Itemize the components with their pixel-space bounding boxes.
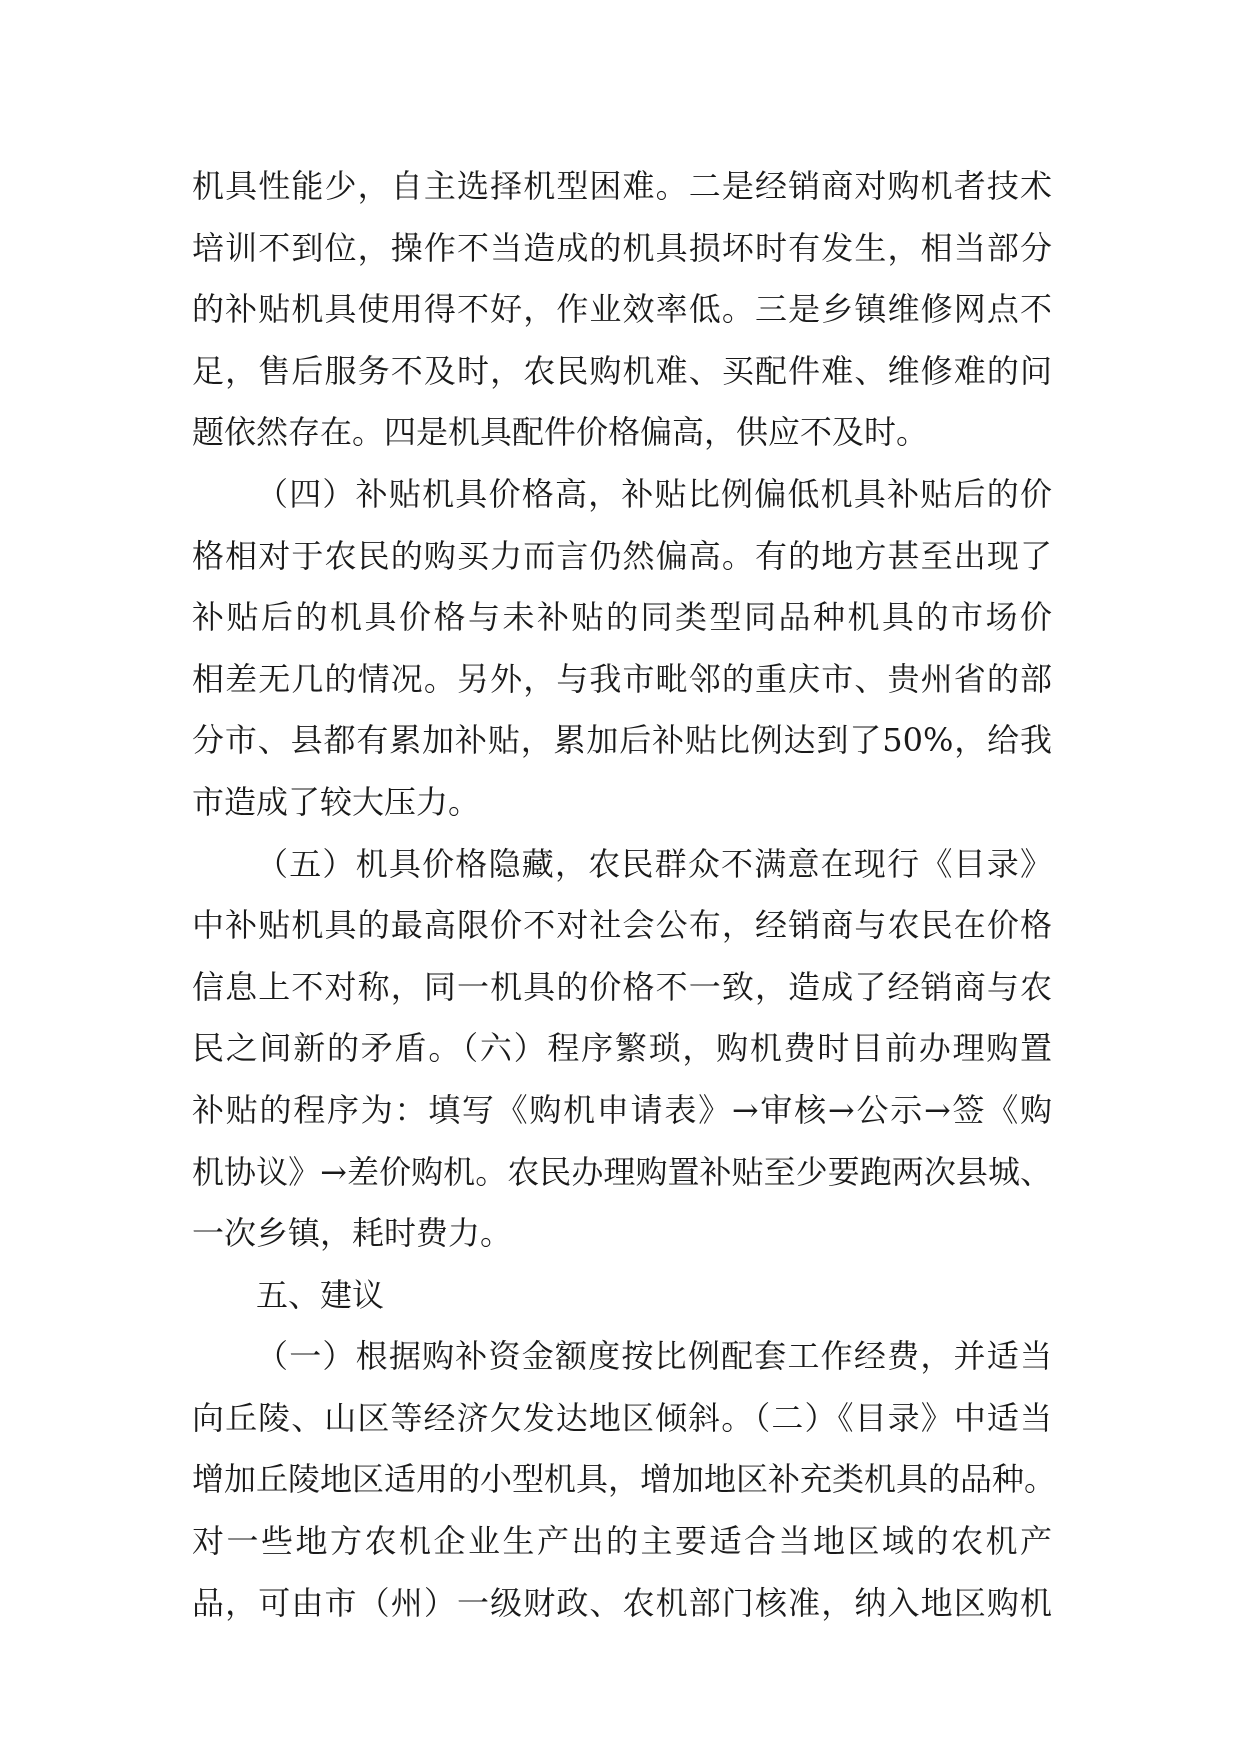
text-line: 足，售后服务不及时，农民购机难、买配件难、维修难的问	[192, 351, 1052, 390]
text-line: 品，可由市（州）一级财政、农机部门核准，纳入地区购机	[192, 1583, 1052, 1622]
text-line: 机协议》→差价购机。农民办理购置补贴至少要跑两次县城、	[192, 1152, 1052, 1191]
text-line: 向丘陵、山区等经济欠发达地区倾斜。（二）《目录》中适当	[192, 1398, 1052, 1437]
text-line: 增加丘陵地区适用的小型机具，增加地区补充类机具的品种。	[192, 1460, 1057, 1499]
text-line: 分市、县都有累加补贴，累加后补贴比例达到了50%，给我	[192, 721, 1052, 760]
text-line: 相差无几的情况。另外，与我市毗邻的重庆市、贵州省的部	[192, 659, 1052, 698]
text-line: 格相对于农民的购买力而言仍然偏高。有的地方甚至出现了	[192, 536, 1052, 575]
body-text	[192, 156, 1057, 1634]
text-line: 一次乡镇，耗时费力。	[192, 1214, 513, 1253]
text-line: （一）根据购补资金额度按比例配套工作经费，并适当	[256, 1337, 1052, 1376]
text-line: 的补贴机具使用得不好，作业效率低。三是乡镇维修网点不	[192, 290, 1052, 329]
text-line: 中补贴机具的最高限价不对社会公布，经销商与农民在价格	[192, 906, 1052, 945]
text-line: （四）补贴机具价格高，补贴比例偏低机具补贴后的价	[256, 474, 1052, 513]
section-heading: 五、建议	[256, 1275, 385, 1314]
text-line: 补贴的程序为：填写《购机申请表》→审核→公示→签《购	[192, 1090, 1052, 1129]
text-line: 信息上不对称，同一机具的价格不一致，造成了经销商与农	[192, 967, 1052, 1006]
text-line: 补贴后的机具价格与未补贴的同类型同品种机具的市场价	[192, 598, 1052, 637]
text-line: （五）机具价格隐藏，农民群众不满意在现行《目录》	[256, 844, 1052, 883]
text-line: 市造成了较大压力。	[192, 782, 481, 821]
text-line: 题依然存在。四是机具配件价格偏高，供应不及时。	[192, 413, 929, 452]
text-line: 民之间新的矛盾。（六）程序繁琐，购机费时目前办理购置	[192, 1029, 1052, 1068]
text-line: 培训不到位，操作不当造成的机具损坏时有发生，相当部分	[192, 228, 1052, 267]
text-line: 对一些地方农机企业生产出的主要适合当地区域的农机产	[192, 1522, 1052, 1561]
text-line: 机具性能少，自主选择机型困难。二是经销商对购机者技术	[192, 167, 1052, 205]
